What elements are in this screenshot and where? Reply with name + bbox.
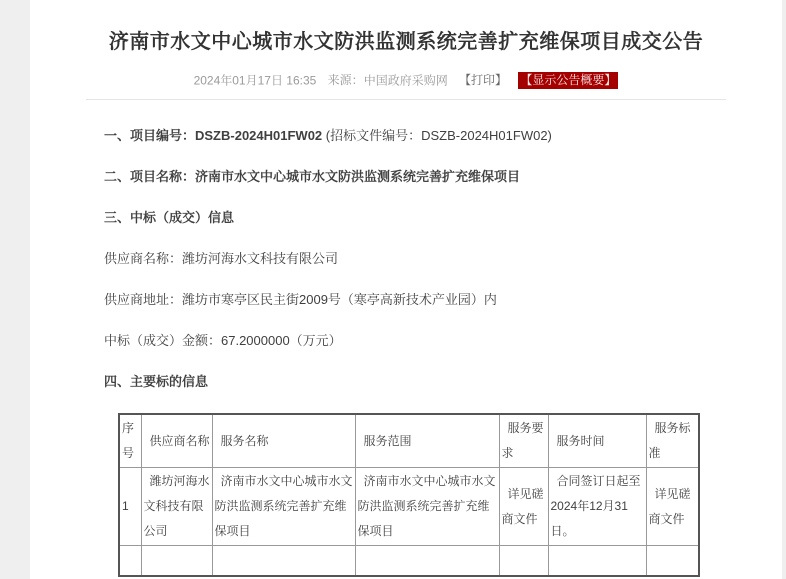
cell-service-time: 合同签订日起至2024年12月31日。 <box>548 468 646 546</box>
meta-source: 中国政府采购网 <box>363 73 448 88</box>
table-header-row <box>119 414 699 468</box>
section-project-number <box>104 126 726 146</box>
cell-empty <box>499 546 548 576</box>
cell-supplier: 潍坊河海水文科技有限公司 <box>141 468 212 546</box>
col-header-seq: 序号 <box>119 414 141 468</box>
section-main-target-heading <box>104 372 726 392</box>
award-info-heading-bold: 三、中标（成交）信息 <box>104 210 235 226</box>
award-table <box>118 413 700 577</box>
main-target-heading-bold: 四、主要标的信息 <box>104 374 209 390</box>
meta-source-label: 来源： <box>327 73 364 88</box>
cell-seq: 1 <box>119 468 141 546</box>
print-button[interactable]: 【打印】 <box>459 73 508 88</box>
project-name-bold: 二、项目名称：济南市水文中心城市水文防洪监测系统完善扩充维保项目 <box>104 169 521 185</box>
col-header-service-scope: 服务范围 <box>355 414 499 468</box>
col-header-service-name: 服务名称 <box>212 414 355 468</box>
cell-empty <box>212 546 355 576</box>
cell-service-scope: 济南市水文中心城市水文防洪监测系统完善扩充维保项目 <box>355 468 499 546</box>
section-award-info-heading <box>104 208 726 228</box>
cell-empty <box>355 546 499 576</box>
cell-empty <box>646 546 699 576</box>
announcement-title: 济南市水文中心城市水文防洪监测系统完善扩充维保项目成交公告 <box>108 31 704 53</box>
cell-service-name: 济南市水文中心城市水文防洪监测系统完善扩充维保项目 <box>212 468 355 546</box>
col-header-supplier: 供应商名称 <box>141 414 212 468</box>
show-summary-button[interactable]: 【显示公告概要】 <box>520 73 617 88</box>
table-empty-row <box>119 546 699 576</box>
section-project-name <box>104 167 726 187</box>
cell-empty <box>548 546 646 576</box>
cell-service-requirement: 详见磋商文件 <box>499 468 548 546</box>
meta-datetime: 2024年01月17日 16:35 <box>193 73 317 88</box>
supplier-address-line: 供应商地址：潍坊市寒亭区民主街2009号（寒亭高新技术产业园）内 <box>104 292 497 308</box>
col-header-service-requirement: 服务要求 <box>499 414 548 468</box>
announcement-page <box>30 0 782 579</box>
col-header-service-time: 服务时间 <box>548 414 646 468</box>
meta-bar <box>86 72 726 89</box>
award-amount-line: 中标（成交）金额：67.2000000（万元） <box>104 333 342 349</box>
table-row <box>119 468 699 546</box>
announcement-content <box>86 0 726 577</box>
cell-empty <box>141 546 212 576</box>
header-divider <box>86 99 726 100</box>
cell-service-standard: 详见磋商文件 <box>646 468 699 546</box>
cell-empty <box>119 546 141 576</box>
supplier-name-line: 供应商名称：潍坊河海水文科技有限公司 <box>104 251 339 267</box>
col-header-service-standard: 服务标准 <box>646 414 699 468</box>
project-number-bold: 一、项目编号：DSZB-2024H01FW02 <box>104 128 323 144</box>
project-number-normal: (招标文件编号：DSZB-2024H01FW02) <box>322 128 552 144</box>
